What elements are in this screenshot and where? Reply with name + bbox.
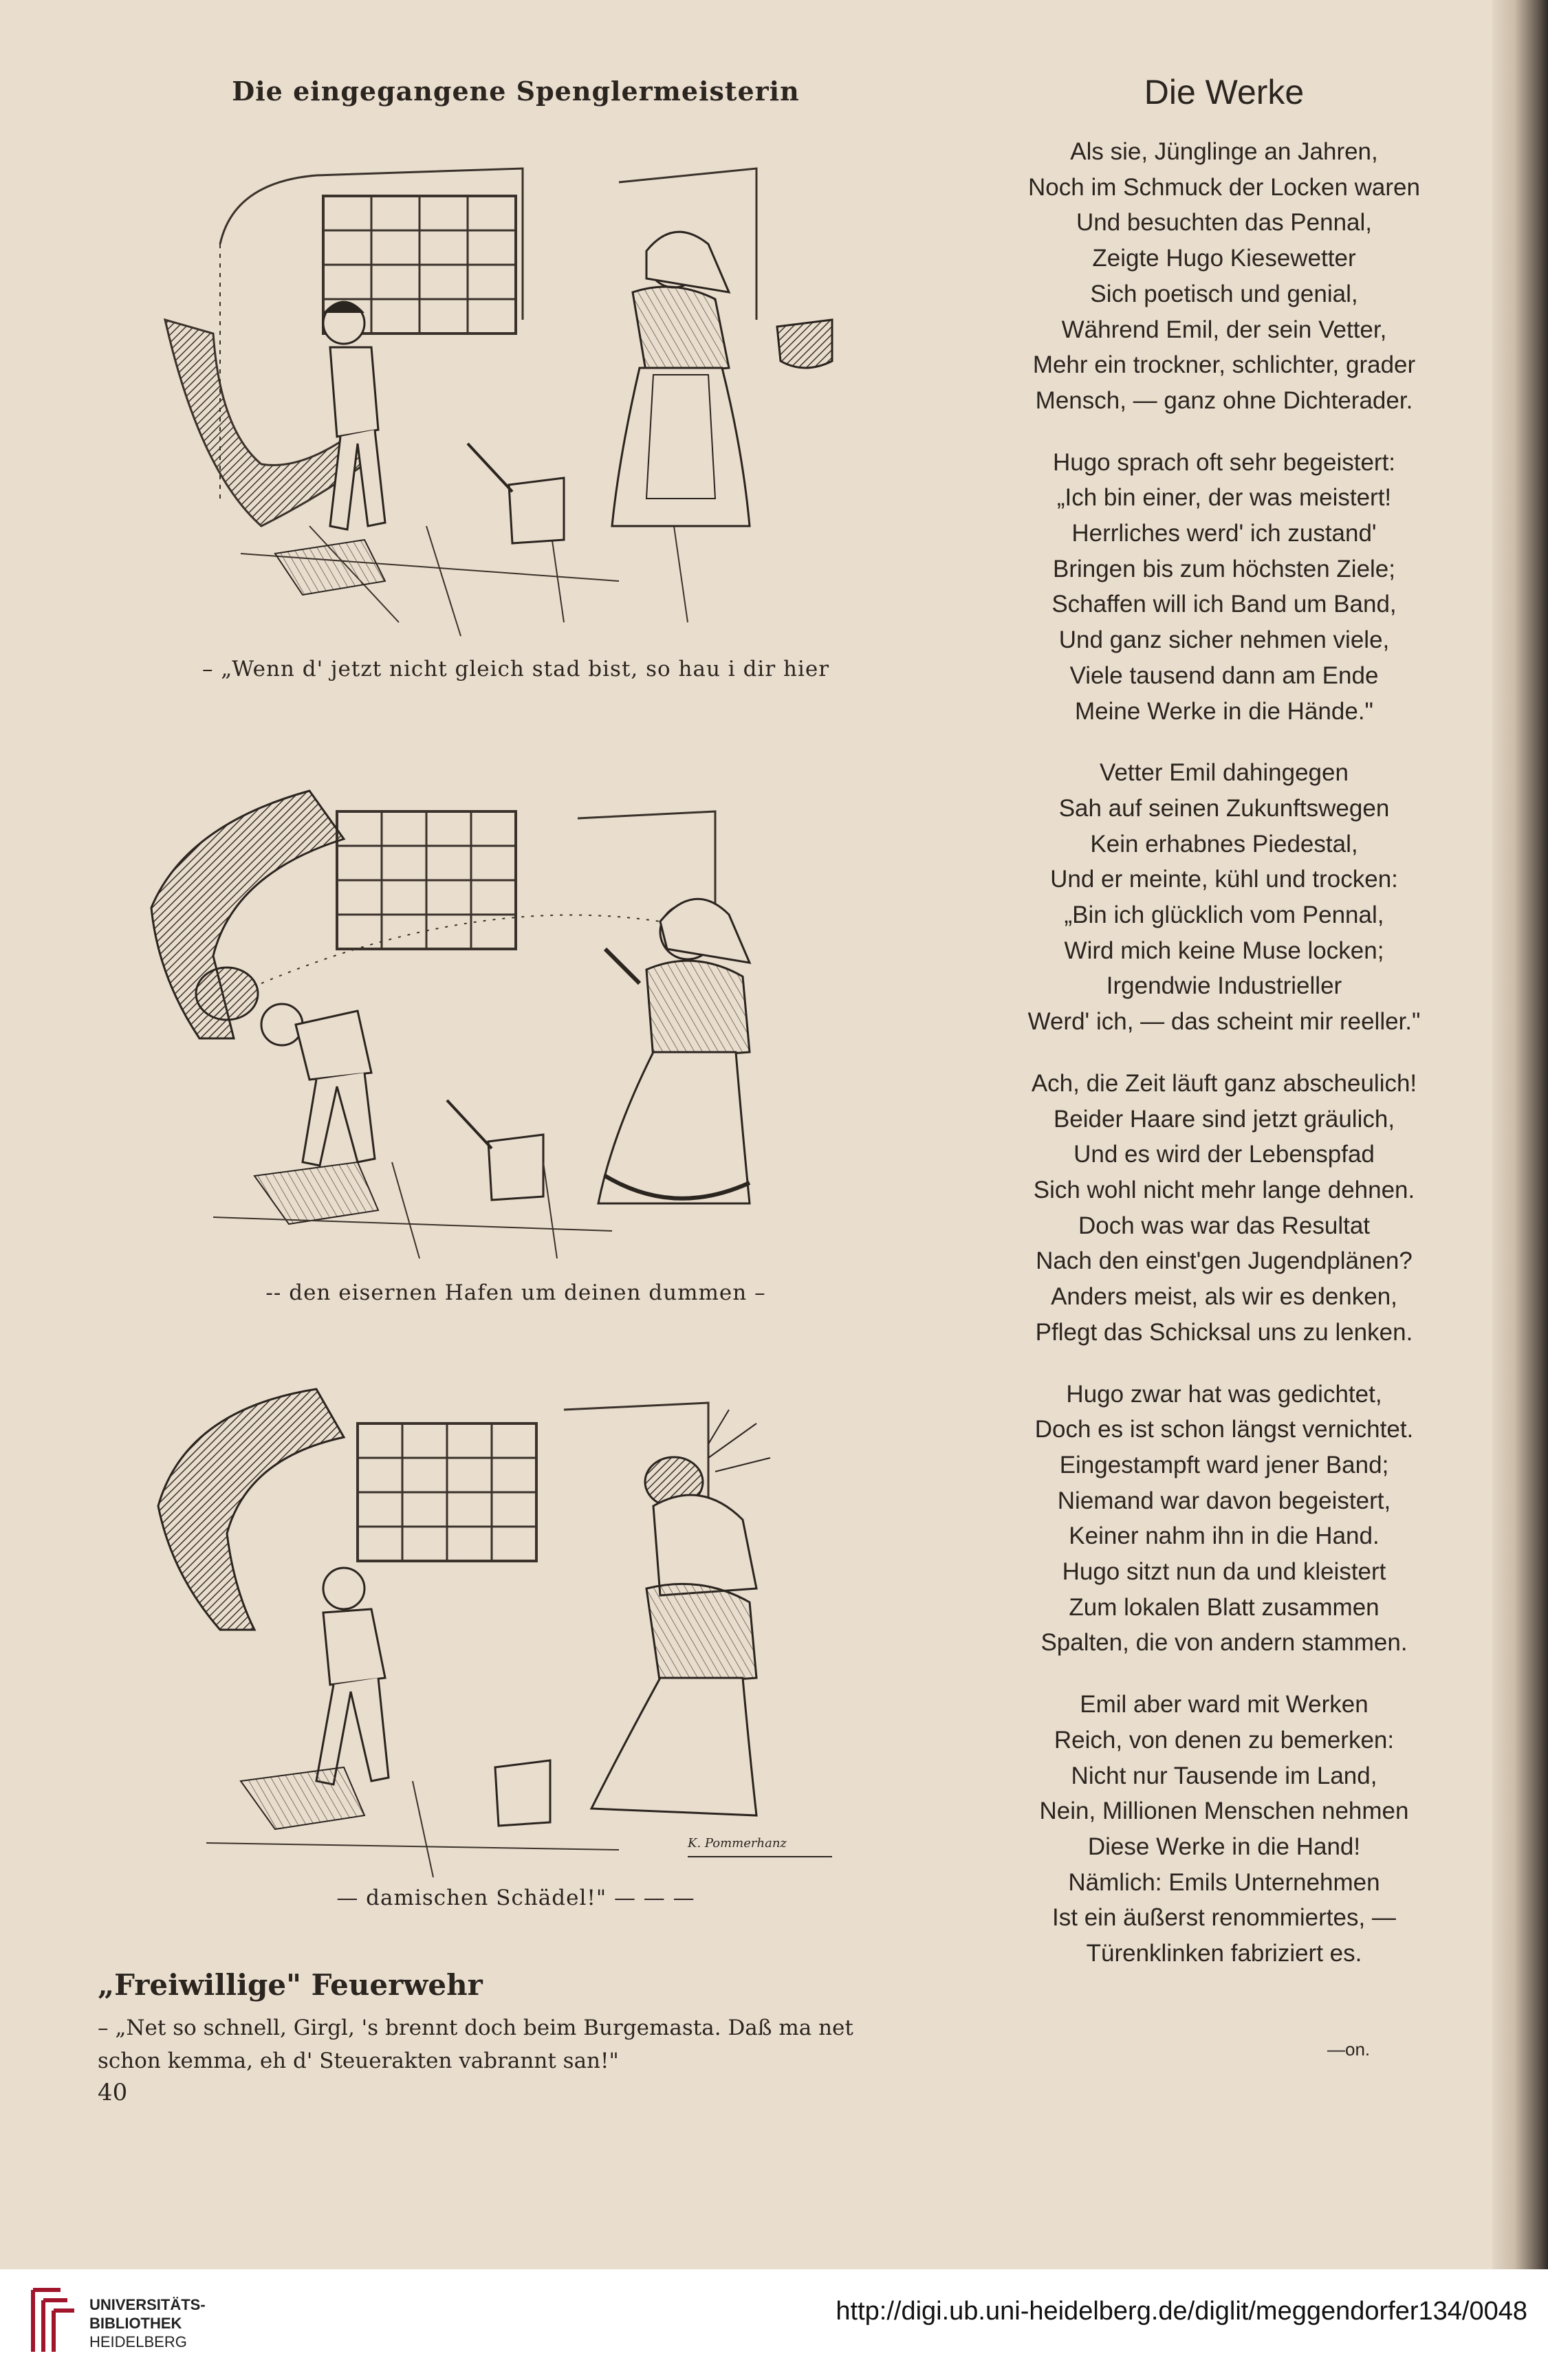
poem-line: Als sie, Jünglinge an Jahren, [1070,138,1378,165]
poem-line: Sah auf seinen Zukunftswegen [1058,794,1390,822]
poem-line: Nämlich: Emils Unternehmen [1068,1868,1380,1896]
poem-title: Die Werke [1144,73,1305,111]
poem-line: Anders meist, als wir es denken, [1051,1283,1397,1311]
cartoon-caption-2: -- den eisernen Hafen um deinen dummen – [265,1280,766,1305]
poem-line: Eingestampft ward jener Band; [1059,1451,1389,1478]
poem-line: Herrliches werd' ich zustand' [1071,520,1377,547]
poem-line: Noch im Schmuck der Locken waren [1028,173,1420,201]
poem-line: Hugo sprach oft sehr begeistert: [1052,448,1396,476]
poem-body [977,134,1472,1998]
poem-line: Türenklinken fabriziert es. [1086,1940,1362,1967]
cartoon-title: Die eingegangene Spenglermeisterin [232,76,800,107]
poem-line: Wird mich keine Muse locken; [1064,937,1384,964]
poem-line: Irgendwie Industrieller [1106,972,1342,1000]
poem-stanza-3 [977,755,1472,1040]
poem-line: „Ich bin einer, der was meistert! [1056,484,1392,512]
poem-line: Und es wird der Lebenspfad [1073,1141,1375,1168]
poem-line: Keiner nahm ihn in die Hand. [1069,1522,1380,1550]
joke-text [98,2011,950,2077]
poem-line: Doch es ist schon längst vernichtet. [1034,1416,1414,1443]
poem-line: Emil aber ward mit Werken [1080,1691,1369,1718]
library-name-line-2: BIBLIOTHEK [89,2315,182,2332]
poem-line: Diese Werke in die Hand! [1087,1833,1361,1860]
poem-line: Und besuchten das Pennal, [1076,209,1373,237]
poem-line: Schaffen will ich Band um Band, [1051,591,1397,618]
page-number: 40 [98,2079,128,2106]
poem-line: Bringen bis zum höchsten Ziele; [1052,555,1396,582]
joke-line-2: schon kemma, eh d' Steuerakten vabrannt san!" [98,2049,619,2073]
cartoon-panel-2 [131,750,894,1272]
book-spine-shadow [1492,0,1548,2269]
poem-line: Ist ein äußerst renommiertes, — [1052,1904,1396,1932]
poem-line: Zeigte Hugo Kiesewetter [1092,245,1356,272]
library-name-line-1: UNIVERSITÄTS- [89,2296,206,2313]
poem-line: Während Emil, der sein Vetter, [1061,316,1387,343]
cartoon-panel-1 [138,141,894,657]
poem-line: Hugo zwar hat was gedichtet, [1066,1380,1382,1408]
poem-line: Nicht nur Tausende im Land, [1071,1762,1377,1789]
poem-line: Nein, Millionen Menschen nehmen [1039,1798,1409,1825]
poem-stanza-4 [977,1066,1472,1351]
source-url[interactable]: http://digi.ub.uni-heidelberg.de/diglit/meggendorfer134/0048 [836,2297,1527,2326]
library-logo-icon [26,2283,81,2359]
poem-line: Nach den einst'gen Jugendplänen? [1036,1247,1413,1275]
poem-line: Kein erhabnes Piedestal, [1090,830,1358,858]
poem-line: Vetter Emil dahingegen [1100,759,1349,787]
poem-line: Viele tausend dann am Ende [1069,662,1379,689]
poem-line: Zum lokalen Blatt zusammen [1069,1593,1380,1621]
artist-signature: K. Pommerhanz [688,1836,787,1850]
poem-line: Hugo sitzt nun da und kleistert [1062,1558,1386,1586]
joke-title: „Freiwillige" Feuerwehr [98,1968,483,2002]
library-name [89,2295,206,2351]
cartoon-caption-3: — damischen Schädel!" — — — [336,1886,695,1910]
poem-line: Mensch, — ganz ohne Dichterader. [1035,386,1413,414]
poem-line: „Bin ich glücklich vom Pennal, [1064,902,1384,929]
poem-line: Und ganz sicher nehmen viele, [1058,626,1390,654]
poem-stanza-5 [977,1377,1472,1661]
poem-line: Pflegt das Schicksal uns zu lenken. [1035,1318,1413,1346]
poem-line: Ach, die Zeit läuft ganz abscheulich! [1031,1069,1417,1097]
poem-stanza-1 [977,134,1472,419]
poem-line: Werd' ich, — das scheint mir reeller." [1027,1008,1421,1036]
poem-line: Spalten, die von andern stammen. [1040,1629,1408,1657]
poem-line: Meine Werke in die Hände." [1075,697,1373,725]
poem-line: Sich wohl nicht mehr lange dehnen. [1033,1176,1415,1203]
cartoon-caption-1: – „Wenn d' jetzt nicht gleich stad bist, so hau i dir hier [201,657,830,681]
poem-line: Beider Haare sind jetzt gräulich, [1053,1105,1395,1133]
joke-line-1: – „Net so schnell, Girgl, 's brennt doch beim Burgemasta. Daß ma net [98,2016,853,2040]
poem-signature: —on. [1327,2039,1371,2060]
poem-line: Mehr ein trockner, schlichter, grader [1032,351,1416,379]
poem-stanza-2 [977,445,1472,730]
poem-line: Doch was war das Resultat [1078,1212,1371,1239]
library-name-line-3: HEIDELBERG [89,2333,187,2350]
poem-line: Und er meinte, kühl und trocken: [1050,866,1398,893]
poem-line: Niemand war davon begeistert, [1057,1487,1391,1514]
poem-line: Reich, von denen zu bemerken: [1054,1726,1395,1754]
poem-line: Sich poetisch und genial, [1090,280,1358,307]
cartoon-panel-3 [138,1368,894,1891]
poem-stanza-6 [977,1687,1472,1972]
